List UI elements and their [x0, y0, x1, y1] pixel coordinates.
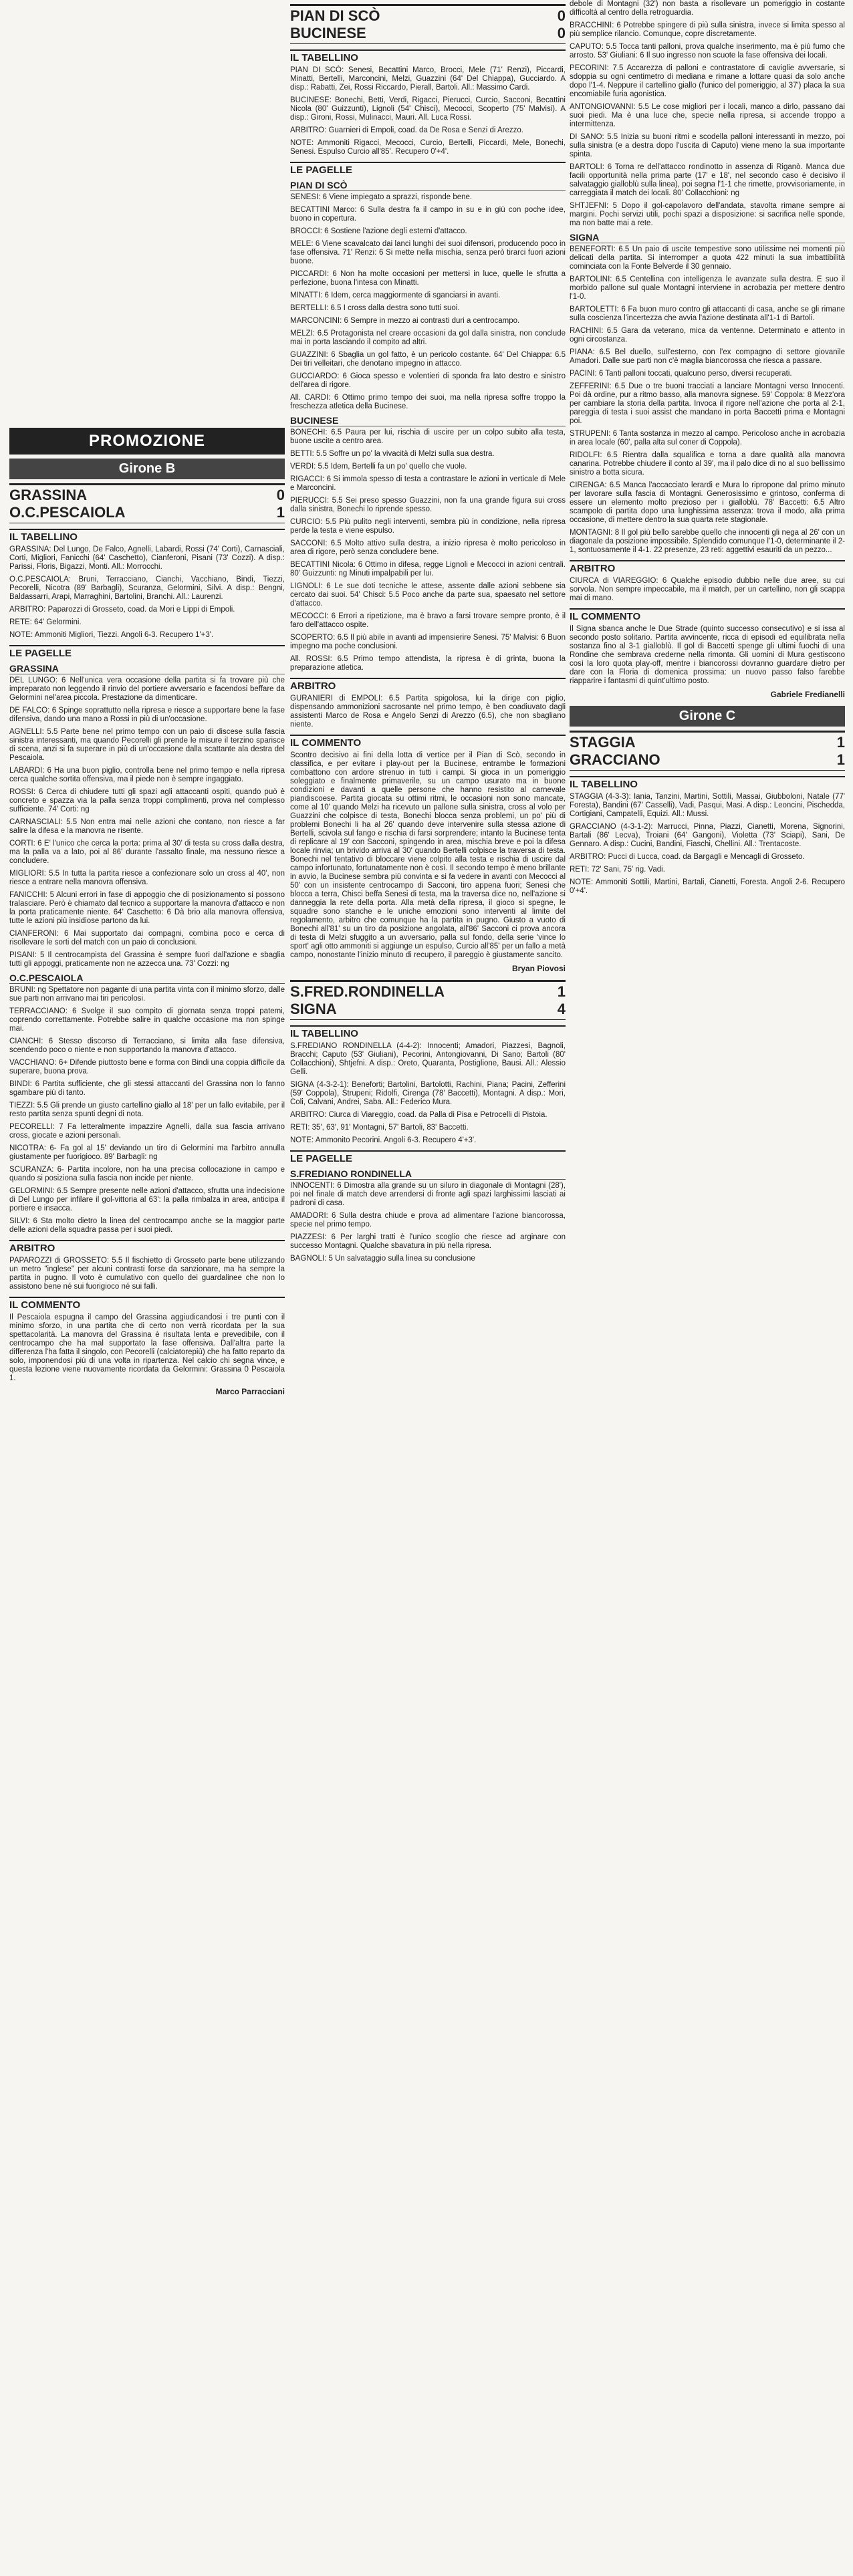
player-rating: CAPUTO: 5.5 Tocca tanti palloni, prova qualche inserimento, ma è più fumo che arrosto. 53' Giuliani: 6 Il suo ingresso non scuote la fase offensiva dei locali. — [570, 43, 845, 59]
player-rating: NICOTRA: 6- Fa gol al 15' deviando un tiro di Gelormini ma l'arbitro annulla giustamente per fuorigioco. 89' Barbagli: ng — [9, 1144, 285, 1161]
player-rating: DI SANO: 5.5 Inizia su buoni ritmi e scodella palloni interessanti in mezzo, poi sulla sinistra (e a destra dopo l'uscita di Caputo) viene meno la sua importante spinta. — [570, 133, 845, 158]
team-name: O.C.PESCAIOLA — [9, 973, 285, 984]
tabellino-line: RETI: 72' Sani, 75' rig. Vadi. — [570, 866, 665, 874]
tabellino-title: IL TABELLINO — [290, 1025, 566, 1039]
player-rating: MARCONCINI: 6 Sempre in mezzo ai contrasti duri a centrocampo. — [290, 317, 520, 325]
tabellino-line: NOTE: Ammoniti Rigacci, Mecocci, Curcio, Bertelli, Piccardi, Mele, Bonechi, Senesi. Espulso Curcio all'85'. Recupero 0'+4'. — [290, 139, 566, 156]
tabellino-line: NOTE: Ammonito Pecorini. Angoli 6-3. Recupero 4'+3'. — [290, 1136, 477, 1144]
player-rating: MINATTI: 6 Idem, cerca maggiormente di sganciarsi in avanti. — [290, 291, 501, 299]
player-rating: BETTI: 5.5 Soffre un po' la vivacità di Melzi sulla sua destra. — [290, 450, 495, 458]
section-banner: PROMOZIONE — [9, 428, 285, 455]
tabellino-line: PIAN DI SCÒ: Senesi, Becattini Marco, Brocci, Mele (71' Renzi), Piccardi, Minatti, Bertelli, Marconcini, Melzi, Guazzini (64' Del Chiappa), Gucciardo. A disp.: Rabatti, Zei, Rossi Riccardo, Pierall, Bartoli. All.: Massimo Cardi. — [290, 66, 566, 92]
player-rating: ANTONGIOVANNI: 5.5 Le cose migliori per i locali, manco a dirlo, passano dai suoi piedi. Ma è una luce che, specie nella ripresa, si accende troppo a intermittenza. — [570, 103, 845, 128]
player-rating: SHTJEFNI: 5 Dopo il gol-capolavoro dell'andata, stavolta rimane sempre ai margini. Pochi servizi utili, pochi spazi a disposizione: si sacrifica nelle sponde, ma non batte mai a rete. — [570, 202, 845, 227]
pagelle-title: LE PAGELLE — [290, 162, 566, 176]
commento-text: Il Signa sbanca anche le Due Strade (quinto successo consecutivo) e si issa al secondo posto solitario. Partita avvincente, ricca di episodi ed equilibrata nella sostanza fino al 3-1 gialloblù. Il gol di Baccetti spenge gli ultimi fuochi di una Rondine che sembrava crederne nella rimonta. Gli uomini di Mura gestiscono così la loro quota play-off, mentre i biancorossi dovranno guardare dietro per dare con la Floria di domenica prossima: un nuovo passo falso farebbe riapparire i fantasmi di quint'ultimo posto. — [570, 625, 845, 685]
player-rating: STRUPENI: 6 Tanta sostanza in mezzo al campo. Pericoloso anche in acrobazia in area locale (60', palla alta sul coner di Coppola). — [570, 430, 845, 446]
score-row-away — [290, 25, 566, 42]
player-rating: CIANFERONI: 6 Mai supportato dai compagni, combina poco e cerca di risollevare le sorti del match con un paio di conclusioni. — [9, 930, 285, 946]
player-rating: ZEFFERINI: 6.5 Due o tre buoni tracciati a lanciare Montagni verso Innocenti. Poi dà ordine, pur a ritmo basso, alla manovra signese. 59' Coppola: 8 Mezz'ora per cambiare la storia della partita. Invoca il rigore nell'azione che porta al 2-1, pareggia di testa i suoi assist che mandano in porta Baccetti prima e Montagni poi. — [570, 382, 845, 425]
tabellino-line: NOTE: Ammoniti Migliori, Tiezzi. Angoli 6-3. Recupero 1'+3'. — [9, 631, 214, 639]
team-name: PIAN DI SCÒ — [290, 180, 566, 191]
player-rating: PISANI: 5 Il centrocampista del Grassina è sempre fuori dall'azione e sbaglia tutti gli appoggi, praticamente non ne azzecca una. 73' Cozzi: ng — [9, 951, 285, 968]
score-row-away — [570, 751, 845, 769]
away-team: SIGNA — [290, 1001, 337, 1017]
commento-title: IL COMMENTO — [570, 608, 845, 622]
home-team: PIAN DI SCÒ — [290, 7, 380, 24]
team-name: SIGNA — [570, 232, 845, 243]
tabellino-line: SIGNA (4-3-2-1): Beneforti; Bartolini, Bartolotti, Rachini, Piana; Pacini, Zefferini (59' Coppola), Strupeni; Ridolfi, Cirenga (78' Baccetti), Montagni. A disp.: Mori, Coli, Calvani, Andrei, Saba. All.: Federico Mura. — [290, 1081, 566, 1106]
commento-text: Il Pescaiola espugna il campo del Grassina aggiudicandosi i tre punti con il minimo sforzo, in una partita che di certo non verrà ricordata per la sua spettacolarità. La manovra del Grassina è risultata lenta e prevedibile, con il centrocampo che ha mal supportato la fase offensiva. Dall'altra parte la differenza l'ha fatta il singolo, con Pecorelli (calciatorepiù) che ha fatto reparto da solo, imponendosi più di una volta in ripartenza. Nel calcio chi segna vince, e questa lezione viene nuovamente ricordata da Gelormini: Grassina 0 Pescaiola 1. — [9, 1313, 285, 1382]
player-rating: TIEZZI: 5.5 Gli prende un giusto cartellino giallo al 18' per un fallo evitabile, per il resto partita senza spunti degni di nota. — [9, 1102, 285, 1118]
player-rating: All. CARDI: 6 Ottimo primo tempo dei suoi, ma nella ripresa soffre troppo la freschezza atletica della Bucinese. — [290, 394, 566, 410]
away-score: 1 — [836, 751, 845, 768]
player-rating: AMADORI: 6 Sulla destra chiude e prova ad alimentare l'azione biancorossa, specie nel primo tempo. — [290, 1212, 566, 1229]
player-rating: MELZI: 6.5 Protagonista nel creare occasioni da gol dalla sinistra, non conclude mai in porta lasciando il compito ad altri. — [290, 330, 566, 346]
player-rating: BARTOLI: 6 Torna re dell'attacco rondinotto in assenza di Riganò. Manca due facili opportunità nella prima parte (17' e 18', nel secondo caso è decisivo il salvataggio gialloblù sulla linea), poi segna l'1-1 che rimette, provvisoriamente, in carreggiata il match dei locali. 80' Collacchioni: ng — [570, 163, 845, 197]
home-score: 0 — [557, 7, 566, 24]
tabellino-line: ARBITRO: Paparozzi di Grosseto, coad. da Mori e Lippi di Empoli. — [9, 606, 235, 614]
player-rating: PIAZZESI: 6 Per larghi tratti è l'unico scoglio che riesce ad arginare con successo Montagni. Qualche sbavatura in più nella ripresa. — [290, 1233, 566, 1250]
commento-title: IL COMMENTO — [290, 735, 566, 749]
tabellino-line: ARBITRO: Ciurca di Viareggio, coad. da Palla di Pisa e Petrocelli di Pistoia. — [290, 1111, 547, 1119]
girone-header: Girone B — [9, 459, 285, 479]
player-rating: CORTI: 6 E' l'unico che cerca la porta: prima al 30' di testa su cross dalla destra, ma la palla va a lato, poi al 86' durante l'assalto finale, ma nessuno riesce a concludere. — [9, 840, 285, 865]
score-row-home — [290, 983, 566, 1001]
column-right — [570, 0, 845, 900]
player-rating: CURCIO: 5.5 Più pulito negli interventi, sembra più in condizione, nella ripresa perde la testa e viene espulso. — [290, 518, 566, 535]
girone-header: Girone C — [570, 706, 845, 727]
arbitro-text: GURANIERI di EMPOLI: 6.5 Partita spigolosa, lui la dirige con piglio, dispensando ammonizioni sacrosante nel primo tempo, è ben coadiuvato dagli assistenti Marco de Rosa e Angelo Senzi di Arezzo (6.5), che non sbagliano niente. — [290, 694, 566, 729]
player-rating: CIANCHI: 6 Stesso discorso di Terracciano, si limita alla fase difensiva, scendendo poco o niente e non supportando la manovra d'attacco. — [9, 1037, 285, 1054]
tabellino-title: IL TABELLINO — [570, 776, 845, 790]
column-middle — [290, 0, 566, 1267]
player-rating: LIGNOLI: 6 Le sue doti tecniche le attese, assente dalle azioni sebbene sia cercato dai suoi. 54' Chisci: 5.5 Poco anche da parte sua, spaesato nel settore d'attacco. — [290, 582, 566, 608]
player-rating: AGNELLI: 5.5 Parte bene nel primo tempo con un paio di discese sulla fascia sinistra interessanti, ma quando Pecorelli gli prende le misure il terzino sparisce di scena, anzi si fa superare in più di un'occasione dalla scattante ala destra del Pescaiola. — [9, 728, 285, 762]
tabellino-line: O.C.PESCAIOLA: Bruni, Terracciano, Cianchi, Vacchiano, Bindi, Tiezzi, Pecorelli, Nicotra (89' Barbagli), Scuranza, Gelormini, Silvi. A disp.: Bengni, Baldassarri, Arapi, Marraghini, Bartolini, Branchi. All.: Laurenzi. — [9, 575, 285, 601]
away-score: 0 — [557, 25, 566, 41]
arbitro-title: ARBITRO — [570, 560, 845, 574]
player-rating: SENESI: 6 Viene impiegato a sprazzi, risponde bene. — [290, 193, 473, 201]
home-team: S.FRED.RONDINELLA — [290, 983, 445, 1000]
player-rating: SILVI: 6 Sta molto dietro la linea del centrocampo anche se la maggior parte delle azioni della squadra passa per i suoi piedi. — [9, 1217, 285, 1234]
player-rating: BECATTINI Nicola: 6 Ottimo in difesa, regge Lignoli e Mecocci in azioni centrali. 80' Guizzunti: ng Minuti impalpabili per lui. — [290, 561, 566, 577]
away-team: BUCINESE — [290, 25, 366, 41]
player-rating: SACCONI: 6.5 Molto attivo sulla destra, a inizio ripresa è molto pericoloso in area di rigore, però senza concludere bene. — [290, 539, 566, 556]
away-team: O.C.PESCAIOLA — [9, 504, 126, 521]
score-row-home — [9, 487, 285, 504]
home-score: 1 — [557, 983, 566, 1000]
arbitro-text: PAPAROZZI di GROSSETO: 5.5 Il fischietto di Grosseto parte bene utilizzando un metro "inglese" per alcuni contrasti forse da sanzionare, ma ha sempre la partita in pugno. Il voto è cumulativo con quello dei guardalinee che non lo assistono bene né sui fuorigioco né sui falli. — [9, 1257, 285, 1291]
scoreboard — [9, 483, 285, 523]
arbitro-text: CIURCA di VIAREGGIO: 6 Qualche episodio dubbio nelle due aree, su cui sorvola. Non sempre impeccabile, ma il match, per un cartellino, non gli scappa mai di mano. — [570, 577, 845, 602]
player-rating: GELORMINI: 6.5 Sempre presente nelle azioni d'attacco, sfrutta una indecisione di Del Lungo per infilare il gol-vittoria al 63': la palla rimbalza in area, anticipa il portiere e insacca. — [9, 1187, 285, 1212]
player-rating: BAGNOLI: 5 Un salvataggio sulla linea su conclusione — [290, 1255, 475, 1263]
player-rating: BONECHI: 6.5 Paura per lui, rischia di uscire per un colpo subito alla testa, buone uscite a centro area. — [290, 428, 566, 445]
player-rating: PACINI: 6 Tanti palloni toccati, qualcuno perso, diversi recuperati. — [570, 370, 792, 378]
player-rating: SCURANZA: 6- Partita incolore, non ha una precisa collocazione in campo e quando si posiziona sulla fascia non incide per niente. — [9, 1166, 285, 1182]
player-rating: DEL LUNGO: 6 Nell'unica vera occasione della partita si fa trovare più che impreparato non leggendo il rinvio del portiere avversario e facendosi beffare da Gelormini nel'area piccola. Prestazione da dimenticare. — [9, 676, 285, 702]
away-score: 4 — [557, 1001, 566, 1017]
player-rating: PECORELLI: 7 Fa letteralmente impazzire Agnelli, dalla sua fascia arrivano cross, giocate e azioni personali. — [9, 1123, 285, 1140]
column-left — [9, 428, 285, 1403]
team-name: BUCINESE — [290, 415, 566, 426]
author-byline: Bryan Piovosi — [511, 964, 566, 973]
author-byline: Gabriele Fredianelli — [770, 690, 845, 699]
tabellino-line: ARBITRO: Guarnieri di Empoli, coad. da De Rosa e Senzi di Arezzo. — [290, 126, 523, 134]
scoreboard — [570, 731, 845, 771]
player-rating: MONTAGNI: 8 Il gol più bello sarebbe quello che innocenti gli nega al 26' con un diagonale da posizione impossibile. Splendido comunque l'1-0, determinante il 2-1, sontuosamente il 4-1. 22 presenze, 23 reti: aggettivi esauriti da un pezzo... — [570, 529, 845, 554]
player-rating: ROSSI: 6 Cerca di chiudere tutti gli spazi agli attaccanti ospiti, quando può è concreto e spazza via la palla senza troppi complimenti, prova nel complesso sufficiente. 74' Corti: ng — [9, 788, 285, 813]
player-rating: BECATTINI Marco: 6 Sulla destra fa il campo in su e in giù con poche idee, buono in copertura. — [290, 206, 566, 223]
team-name: GRASSINA — [9, 663, 285, 674]
score-row-away — [9, 504, 285, 521]
home-team: GRASSINA — [9, 487, 88, 503]
player-rating: BARTOLETTI: 6 Fa buon muro contro gli attaccanti di casa, anche se gli rimane sulla coscienza l'incertezza che avvia l'azione destinata all'1-1 di Bartoli. — [570, 305, 845, 322]
player-rating: GUCCIARDO: 6 Gioca spesso e volentieri di sponda fra lato destro e sinistro dell'area di rigore. — [290, 372, 566, 389]
player-rating: INNOCENTI: 6 Dimostra alla grande su un siluro in diagonale di Montagni (28'), poi nel finale di match deve arrendersi di fronte agli spazi larghissimi lasciati ai padroni di casa. — [290, 1182, 566, 1207]
tabellino-line: GRACCIANO (4-3-1-2): Marrucci, Pinna, Piazzi, Cianetti, Morena, Signorini, Bartali (86' Lecva), Troiani (64' Gangoni), Violetta (73' Sciapi), Sani, De Gennaro. A disp.: Cucini, Bandini, Fiaschi, Chellini. All.: Trentacoste. — [570, 823, 845, 848]
player-rating: BRACCHINI: 6 Potrebbe spingere di più sulla sinistra, invece si limita spesso al più semplice rilancio. Comunque, copre discretamente. — [570, 21, 845, 38]
player-rating: CARNASCIALI: 5.5 Non entra mai nelle azioni che contano, non riesce a far salire la difesa e la manovra ne risente. — [9, 818, 285, 835]
player-rating: BRUNI: ng Spettatore non pagante di una partita vinta con il minimo sforzo, dalle sue parti non arrivano mai tiri pericolosi. — [9, 986, 285, 1003]
player-rating: MIGLIORI: 5.5 In tutta la partita riesce a confezionare solo un cross al 40', non riesce a entrare nella manovra offensiva. — [9, 870, 285, 886]
scoreboard — [290, 980, 566, 1020]
player-rating: PICCARDI: 6 Non ha molte occasioni per mettersi in luce, quelle le sfrutta a perfezione, buona l'intesa con Minatti. — [290, 270, 566, 287]
pagelle-title: LE PAGELLE — [9, 645, 285, 659]
tabellino-line: S.FREDIANO RONDINELLA (4-4-2): Innocenti; Amadori, Piazzesi, Bagnoli, Bracchi; Caputo (53' Giuliani), Pecorini, Antongiovanni, Di Sano; Bartoli (80' Collacchioni), Shtjefni. A disp.: Oreto, Quaranta, Postiglione, Bausi. All.: Alessio Gelli. — [290, 1042, 566, 1076]
tabellino-line: STAGGIA (4-3-3): Iania, Tanzini, Martini, Sottili, Massai, Giubboloni, Natale (77' Foresta), Bandini (67' Casselli), Vadi, Pasqui, Masi. A disp.: Leoncini, Pischedda, Cortigiani, Campatelli, Equizi. All.: Mussi. — [570, 793, 845, 818]
tabellino-line: NOTE: Ammoniti Sottili, Martini, Bartali, Cianetti, Foresta. Angoli 2-6. Recupero 0'+4'. — [570, 878, 845, 895]
player-rating: RIGACCI: 6 Si immola spesso di testa a contrastare le azioni in verticale di Mele e Marconcini. — [290, 475, 566, 492]
player-rating: BERTELLI: 6.5 I cross dalla destra sono tutti suoi. — [290, 304, 460, 312]
tabellino-line: RETI: 35', 63', 91' Montagni, 57' Bartoli, 83' Baccetti. — [290, 1124, 469, 1132]
tabellino-line: RETE: 64' Gelormini. — [9, 618, 82, 626]
player-rating: BENEFORTI: 6.5 Un paio di uscite tempestive sono utilissime nei momenti più delicati della partita. Si interromper a quota 422 minuti la sua imbattibilità cominciata con la Fonte Belverde il 30 gennaio. — [570, 245, 845, 271]
arbitro-title: ARBITRO — [9, 1240, 285, 1254]
player-rating: PECORINI: 7.5 Accarezza di palloni e contrastatore di caviglie avversarie, si sdoppia su ogni centimetro di mediana e rimane a lottare quasi da solo anche dopo l'1-4. Neppure il cartellino giallo (l'unico del pomeriggio, al 37') placa la sua encomiabile furia agonistica. — [570, 64, 845, 98]
player-rating: BINDI: 6 Partita sufficiente, che gli stessi attaccanti del Grassina non lo fanno sgambare più di tanto. — [9, 1080, 285, 1097]
player-rating: PIANA: 6.5 Bel duello, sull'esterno, con l'ex compagno di settore giovanile Amadori. Dalle sue parti non c'è maglia biancorossa che riesca a passare. — [570, 348, 845, 365]
player-rating: FANICCHI: 5 Alcuni errori in fase di appoggio che di posizionamento si possono tralasciare. Però è chiamato dal tecnico a supportare la manovra d'attacco e non la porta praticamente niente. 64' Caschetto: 6 Dà brio alla manovra offensiva, tutte le azioni più insidiose partono da lui. — [9, 891, 285, 925]
player-rating: MECOCCI: 6 Errori a ripetizione, ma è bravo a farsi trovare sempre pronto, è il faro dell'attacco ospite. — [290, 612, 566, 629]
away-team: GRACCIANO — [570, 751, 660, 768]
home-score: 1 — [836, 734, 845, 751]
player-rating: BARTOLINI: 6.5 Centellina con intelligenza le avanzate sulla destra. E suo il morbido pallone sul quale Montagni interviene in acrobazia per mettere dentro l'1-0. — [570, 275, 845, 301]
author-byline: Marco Parracciani — [215, 1387, 285, 1396]
player-rating: LABARDI: 6 Ha una buon piglio, controlla bene nel primo tempo e nella ripresa cerca qualche sortita offensiva, ma il piede non è sempre ingaggiato. — [9, 767, 285, 783]
arbitro-title: ARBITRO — [290, 678, 566, 692]
home-team: STAGGIA — [570, 734, 636, 751]
player-rating: CIRENGA: 6.5 Manca l'accacciato lerardi e Mura lo ripropone dal primo minuto per lavorare sulla fascia di Montagni. Generosissimo e grintoso, conferma di essere un elemento molto prezioso per i gialloblù. 78' Baccetti: 6.5 Altro scampolo di partita dopo una lunghissima assenza: trova il modo, alla prima occasione, di mettere dentro la sua quarta rete stagionale. — [570, 481, 845, 524]
player-rating: PIERUCCI: 5.5 Sei preso spesso Guazzini, non fa una grande figura sui cross dalla sinistra, Bonechi lo riprende spesso. — [290, 497, 566, 513]
home-score: 0 — [276, 487, 285, 503]
away-score: 1 — [276, 504, 285, 521]
player-rating: VACCHIANO: 6+ Difende piuttosto bene e forma con Bindi una coppia difficile da superare, buona prova. — [9, 1059, 285, 1075]
player-rating: SCOPERTO: 6.5 Il più abile in avanti ad impensierire Senesi. 75' Malvisi: 6 Buon impegno ma poche conclusioni. — [290, 634, 566, 650]
score-row-home — [570, 734, 845, 751]
tabellino-title: IL TABELLINO — [290, 49, 566, 63]
player-rating: VERDI: 5.5 Idem, Bertelli fa un po' quello che vuole. — [290, 463, 467, 471]
tabellino-line: BUCINESE: Bonechi, Betti, Verdi, Rigacci, Pierucci, Curcio, Sacconi, Becattini Nicola (80' Guizzunti), Lignoli (54' Chisci), Mecocci, Scoperto (75' Malvisi). A disp.: Gironi, Rossi, Mulinacci, Mauri. All. Luca Rossi. — [290, 96, 566, 122]
scoreboard — [290, 4, 566, 44]
score-row-home — [290, 7, 566, 25]
pagelle-title: LE PAGELLE — [290, 1150, 566, 1164]
player-rating: GUAZZINI: 6 Sbaglia un gol fatto, è un pericolo costante. 64' Del Chiappa: 6.5 Dei tiri velleitari, che denotano impegno in attacco. — [290, 351, 566, 368]
team-name: S.FREDIANO RONDINELLA — [290, 1168, 566, 1180]
tabellino-line: GRASSINA: Del Lungo, De Falco, Agnelli, Labardi, Rossi (74' Corti), Carnasciali, Corti, Migliori, Fanicchi (64' Caschetto), Cianferoni, Pisani (73' Cozzi). A disp.: Parissi, Floris, Bigazzi, Monti. All.: Morrocchi. — [9, 545, 285, 571]
commento-text: Scontro decisivo ai fini della lotta di vertice per il Pian di Scò, secondo in classifica, e per evitare i play-out per la Bucinese, entrambe le formazioni combattono con ardore strenuo in tutti i campi. Si gioca in un pomeriggio soleggiato e finalmente primaverile, su un campo usurato ma in buone condizioni e davanti a quelle persone che hanno resistito al carnevale piandiscoese. Partita giocata su ottimi ritmi, le occasioni non sono mancate, come al 10' quando Melzi ha ricevuto un pallone sulla sinistra, cross al volo per Guazzini che colpisce di testa, Bonechi blocca senza problemi, un po' più di problemi Bonechi li ha al 26' quando deve intervenire sulla stessa azione di Bertelli, scivola sul fango e rischia di farsi sorprendere; intanto la Bucinese tenta di replicare al 19' con Sacconi, spingendo in area, mischia breve e poi la difesa locale rinvia; un brivido arriva al 30' quando Bertelli colpisce la traversa di testa. Bonechi nel tentativo di bloccare viene colpito alla testa e rischia di uscire dal campo infortunato, fortunatamente non è così. Il secondo tempo è meno brillante in avvio, la Bucinese sembra più convinta e si fa vedere in avanti con Mecocci al 50' con un insistente centrocampo di Sacconi, tiro appena fuori; Senesi che blocca a terra, Chisci beffa Senesi di testa, ma la traversa dice no, nell'azione si danneggia la rete della porta. Alla metà della ripresa, il gioco si spegne, le squadre sono stanche e le uniche emozioni sono interventi al limite del regolamento, arbitro che comunque ha la partita in pugno. Giusto a vuoto di Bonechi all'81' su un tiro da posizione angolata, all'86' Sacconi ci prova ancora di testa di Melzi sfuggito a un avversario, palla sul fondo, della serie 'vince lo sport' agli otto ammoniti si aggiunge un espulso, Curcio all'85' per un fallo a metà campo, nonostante l'inizio minuto di recupero, il pareggio è giustamente sancito. — [290, 751, 566, 959]
player-rating: TERRACCIANO: 6 Svolge il suo compito di giornata senza troppi patemi, coprendo correttamente. Potrebbe salire in qualche occasione ma non spinge mai. — [9, 1007, 285, 1033]
tabellino-title: IL TABELLINO — [9, 529, 285, 543]
player-rating: RACHINI: 6.5 Gara da veterano, mica da ventenne. Determinato e attento in ogni circostanza. — [570, 327, 845, 344]
score-row-away — [290, 1001, 566, 1018]
player-rating: BROCCI: 6 Sostiene l'azione degli esterni d'attacco. — [290, 227, 467, 235]
player-rating: All. ROSSI: 6.5 Primo tempo attendista, la ripresa è di grinta, buona la preparazione atletica. — [290, 655, 566, 672]
player-rating: DE FALCO: 6 Spinge soprattutto nella ripresa e riesce a supportare bene la fase difensiva, dando una mano a Rossi in più di un'occasione. — [9, 706, 285, 723]
player-rating: debole di Montagni (32') non basta a risollevare un pomeriggio in costante difficoltà al centro della retroguardia. — [570, 0, 845, 17]
commento-title: IL COMMENTO — [9, 1297, 285, 1311]
player-rating: RIDOLFI: 6.5 Rientra dalla squalifica e torna a dare qualità alla manovra canarina. Potrebbe chiudere il conto al 39', ma il palo dice di no al suo bellissimo sinistro a botta sicura. — [570, 451, 845, 477]
tabellino-line: ARBITRO: Pucci di Lucca, coad. da Bargagli e Mencagli di Grosseto. — [570, 853, 805, 861]
player-rating: MELE: 6 Viene scavalcato dai lanci lunghi dei suoi difensori, producendo poco in fase offensiva. 71' Renzi: 6 Si mette nella mischia, senza però tirarci fuori azioni buone. — [290, 240, 566, 265]
